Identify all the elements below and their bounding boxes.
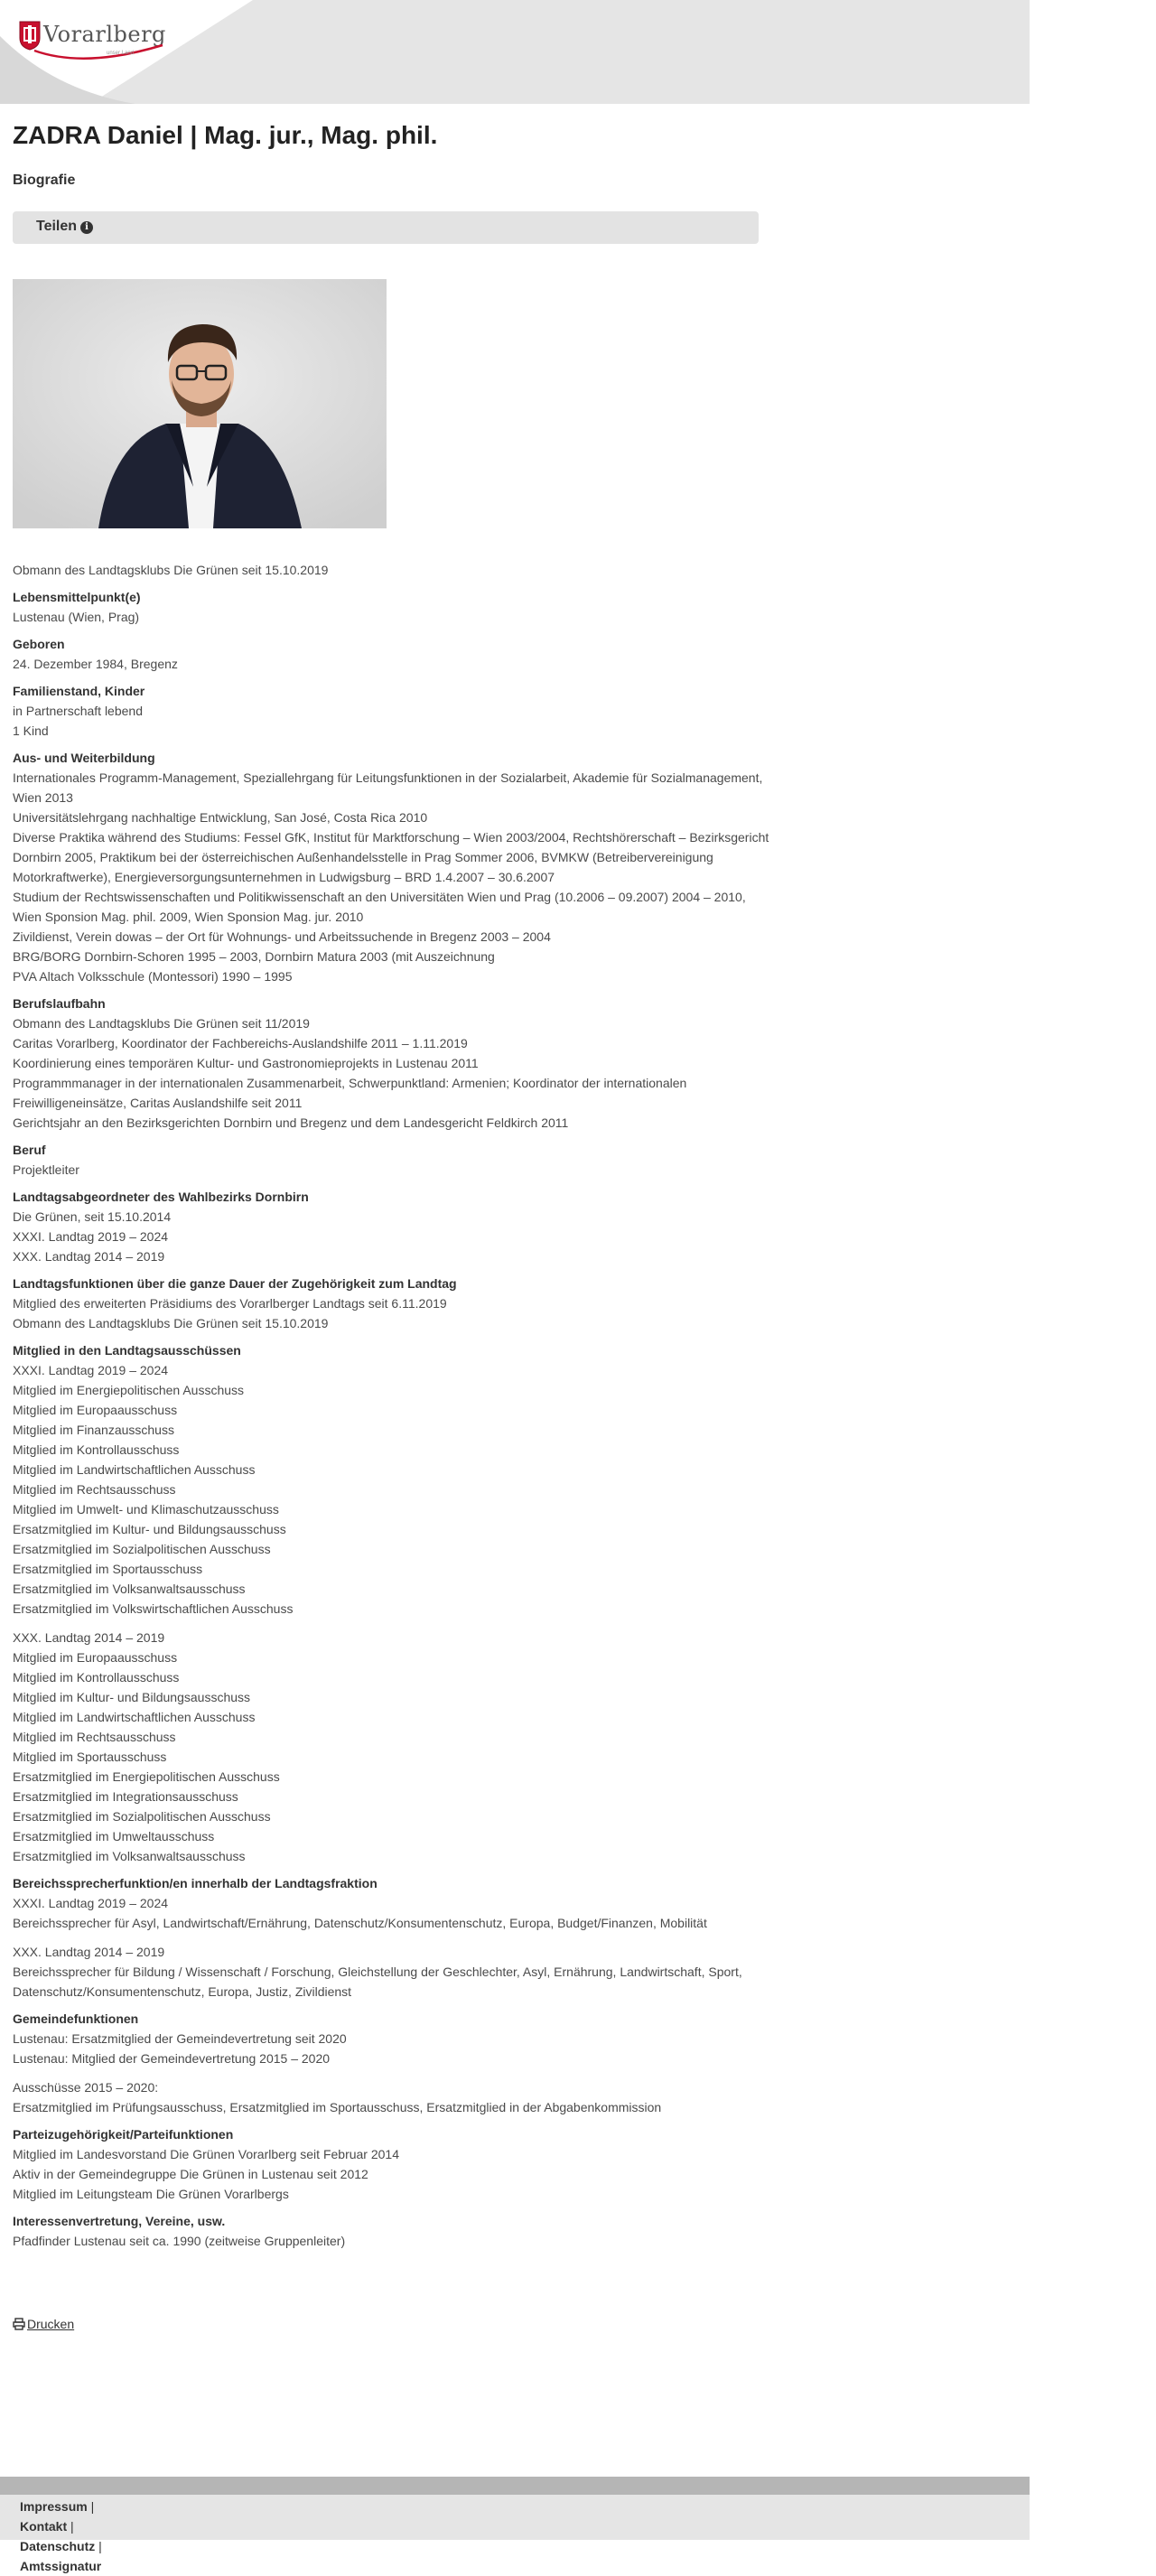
section-line: Ersatzmitglied im Volksanwaltsausschuss [13,1849,246,1863]
section-line: Universitätslehrgang nachhaltige Entwicklung, San José, Costa Rica 2010 [13,810,428,825]
page-title: ZADRA Daniel | Mag. jur., Mag. phil. [13,121,438,149]
section-line: Mitglied im Energiepolitischen Ausschuss [13,1383,245,1397]
print-icon [13,2318,25,2330]
section-line: XXX. Landtag 2014 – 2019 [13,1249,165,1264]
section-line: Lustenau: Mitglied der Gemeindevertretung 2015 – 2020 [13,2051,331,2066]
section-heading: Gemeindefunktionen [13,2011,139,2026]
footer-band [0,2477,1030,2495]
footer-link-datenschutz[interactable]: Datenschutz [20,2539,96,2553]
section-line: Mitglied im Landwirtschaftlichen Ausschuss [13,1462,256,1477]
section-line: BRG/BORG Dornbirn-Schoren 1995 – 2003, Dornbirn Matura 2003 (mit Auszeichnung [13,949,495,964]
footer-link-row [20,2556,102,2576]
section-line: Ersatzmitglied im Sozialpolitischen Ausschuss [13,1809,271,1824]
share-button[interactable] [36,219,93,235]
section-line: Ersatzmitglied im Volkswirtschaftlichen Ausschuss [13,1601,294,1616]
footer-links [20,2497,102,2576]
section-line: Caritas Vorarlberg, Koordinator der Fachbereichs-Auslandshilfe 2011 – 1.11.2019 [13,1036,468,1050]
section-line: Mitglied im Umwelt- und Klimaschutzausschuss [13,1502,279,1517]
intro-text: Obmann des Landtagsklubs Die Grünen seit 15.10.2019 [13,563,329,577]
section-line: Mitglied im Rechtsausschuss [13,1482,176,1497]
share-label: Teilen [36,219,78,234]
section-line: Aktiv in der Gemeindegruppe Die Grünen in Lustenau seit 2012 [13,2167,368,2181]
section-line: Gerichtsjahr an den Bezirksgerichten Dornbirn und Bregenz und dem Landesgericht Feldkirch 2011 [13,1115,569,1130]
section-line: Mitglied im Europaausschuss [13,1403,178,1417]
biography-content [13,560,771,2251]
section-line: Mitglied im Landwirtschaftlichen Ausschuss [13,1710,256,1724]
block-gap [13,2068,771,2077]
site-header [0,0,1030,104]
section-heading: Aus- und Weiterbildung [13,751,155,765]
vorarlberg-logo[interactable] [13,11,166,61]
footer-link-row [20,2536,102,2556]
section-line: Mitglied im Rechtsausschuss [13,1730,176,1744]
section-heading: Landtagsfunktionen über die ganze Dauer der Zugehörigkeit zum Landtag [13,1276,457,1291]
section-line: XXX. Landtag 2014 – 2019 [13,1630,165,1645]
section-line: 1 Kind [13,723,49,738]
footer-separator: | [67,2519,74,2534]
section-heading: Bereichssprecherfunktion/en innerhalb der Landtagsfraktion [13,1876,378,1890]
section-line: Zivildienst, Verein dowas – der Ort für Wohnungs- und Arbeitssuchende in Bregenz 2003 – 2004 [13,929,551,944]
site-footer [0,2495,1030,2540]
section-line: Bereichssprecher für Bildung / Wissenschaft / Forschung, Gleichstellung der Geschlechter, Asyl, Ernährung, Landwirtschaft, Sport, Datenschutz/Konsumentenschutz, Europa, Justiz, Zivildienst [13,1965,742,1999]
section-line: XXXI. Landtag 2019 – 2024 [13,1363,169,1377]
section-heading: Geboren [13,637,65,651]
section-heading: Beruf [13,1143,46,1157]
logo-subtext: unser Land [107,51,135,56]
section-line: Projektleiter [13,1162,79,1177]
section-line: Ausschüsse 2015 – 2020: [13,2080,159,2095]
section-line: Lustenau: Ersatzmitglied der Gemeindevertretung seit 2020 [13,2031,347,2046]
section-line: Mitglied im Sportausschuss [13,1750,167,1764]
section-line: Mitglied im Finanzausschuss [13,1423,174,1437]
footer-separator: | [87,2499,95,2514]
section-heading: Landtagsabgeordneter des Wahlbezirks Dornbirn [13,1190,309,1204]
section-line: Mitglied des erweiterten Präsidiums des Vorarlberger Landtags seit 6.11.2019 [13,1296,447,1311]
block-gap [13,1619,771,1628]
section-line: Mitglied im Europaausschuss [13,1650,178,1665]
footer-link-amtssignatur[interactable]: Amtssignatur [20,2559,102,2573]
footer-separator: | [95,2539,102,2553]
section-line: Ersatzmitglied im Sozialpolitischen Ausschuss [13,1542,271,1556]
section-line: 24. Dezember 1984, Bregenz [13,657,178,671]
section-line: Koordinierung eines temporären Kultur- und Gastronomieprojekts in Lustenau 2011 [13,1056,479,1070]
section-line: Mitglied im Kultur- und Bildungsausschuss [13,1690,251,1704]
section-line: PVA Altach Volksschule (Montessori) 1990 – 1995 [13,969,293,984]
footer-link-kontakt[interactable]: Kontakt [20,2519,68,2534]
section-line: Ersatzmitglied im Volksanwaltsausschuss [13,1582,246,1596]
section-line: Ersatzmitglied im Prüfungsausschuss, Ersatzmitglied im Sportausschuss, Ersatzmitglied in der Abgabenkommission [13,2100,662,2114]
footer-link-impressum[interactable]: Impressum [20,2499,88,2514]
section-line: Die Grünen, seit 15.10.2014 [13,1209,172,1224]
section-line: Ersatzmitglied im Sportausschuss [13,1562,203,1576]
portrait-photo [13,279,387,528]
section-line: Studium der Rechtswissenschaften und Politikwissenschaft an den Universitäten Wien und Prag (10.2006 – 09.2007) 2004 – 2010, Wien Sponsion Mag. phil. 2009, Wien Sponsion Mag. jur. 2010 [13,890,746,924]
section-line: Mitglied im Kontrollausschuss [13,1442,180,1457]
section-line: Mitglied im Kontrollausschuss [13,1670,180,1685]
portrait-image [13,279,387,528]
print-label: Drucken [27,2317,75,2331]
section-heading: Mitglied in den Landtagsausschüssen [13,1343,241,1358]
section-line: Ersatzmitglied im Integrationsausschuss [13,1789,238,1804]
share-bar [13,211,759,244]
section-line: Ersatzmitglied im Umweltausschuss [13,1829,215,1843]
info-icon: i [80,221,93,234]
section-line: XXXI. Landtag 2019 – 2024 [13,1896,169,1910]
section-line: Obmann des Landtagsklubs Die Grünen seit 11/2019 [13,1016,310,1031]
section-line: Ersatzmitglied im Energiepolitischen Ausschuss [13,1769,280,1784]
section-line: Ersatzmitglied im Kultur- und Bildungsausschuss [13,1522,286,1536]
section-line: Pfadfinder Lustenau seit ca. 1990 (zeitweise Gruppenleiter) [13,2234,346,2248]
section-heading: Parteizugehörigkeit/Parteifunktionen [13,2127,234,2142]
section-line: Diverse Praktika während des Studiums: Fessel GfK, Institut für Marktforschung – Wien 2003/2004, Rechtshörerschaft – Bezirksgericht Dornbirn 2005, Praktikum bei der österreichischen Außenhandelsstelle in Prag Sommer 2006, BVMKW (Betreibervereinigung Motorkraftwerke), Energieversorgungsunternehmen in Ludwigsburg – BRD 1.4.2007 – 30.6.2007 [13,830,769,884]
logo-swoosh [31,38,166,65]
section-line: XXX. Landtag 2014 – 2019 [13,1945,165,1959]
section-line: Internationales Programm-Management, Speziallehrgang für Leitungsfunktionen in der Sozialarbeit, Akademie für Sozialmanagement, Wien 2013 [13,770,763,805]
section-heading: Interessenvertretung, Vereine, usw. [13,2214,226,2228]
section-line: Bereichssprecher für Asyl, Landwirtschaft/Ernährung, Datenschutz/Konsumentenschutz, Europa, Budget/Finanzen, Mobilität [13,1916,707,1930]
section-line: Obmann des Landtagsklubs Die Grünen seit 15.10.2019 [13,1316,329,1330]
section-line: XXXI. Landtag 2019 – 2024 [13,1229,169,1244]
block-gap [13,1933,771,1942]
page-subtitle: Biografie [13,173,76,188]
section-line: in Partnerschaft lebend [13,704,143,718]
section-heading: Familienstand, Kinder [13,684,145,698]
footer-link-row [20,2497,102,2516]
print-link[interactable] [13,2317,74,2331]
section-heading: Lebensmittelpunkt(e) [13,590,141,604]
section-heading: Berufslaufbahn [13,996,106,1011]
section-line: Mitglied im Landesvorstand Die Grünen Vorarlberg seit Februar 2014 [13,2147,400,2161]
section-line: Lustenau (Wien, Prag) [13,610,140,624]
footer-link-row [20,2516,102,2536]
logo-text: Vorarlberg [43,22,166,47]
section-line: Programmmanager in der internationalen Zusammenarbeit, Schwerpunktland: Armenien; Koordinator der internationalen Freiwilligeneinsätze, Caritas Auslandshilfe seit 2011 [13,1076,687,1110]
section-line: Mitglied im Leitungsteam Die Grünen Vorarlbergs [13,2187,289,2201]
